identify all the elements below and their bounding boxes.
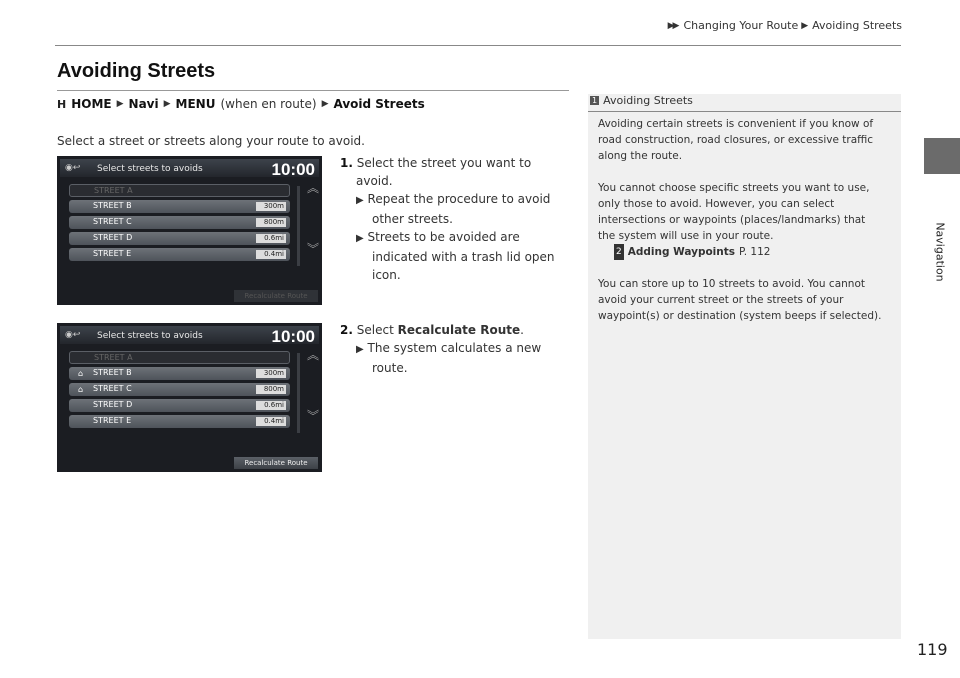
screen-clock: 10:00: [271, 160, 315, 179]
arrow-icon: ▶: [356, 344, 364, 355]
breadcrumb-section: Changing Your Route: [683, 19, 799, 32]
street-row[interactable]: STREET B 300m: [69, 200, 290, 213]
recalculate-route-button[interactable]: Recalculate Route: [234, 290, 318, 302]
trash-open-icon: ⌂: [78, 369, 84, 378]
recalculate-route-button[interactable]: Recalculate Route: [234, 457, 318, 469]
step-text: Select the street you want to: [356, 156, 532, 170]
scroll-up-icon[interactable]: ︽: [306, 348, 319, 362]
screen-header: [60, 326, 319, 344]
back-icon: ◉↩: [65, 330, 81, 340]
step-2: 2. Select Recalculate Route. ▶ The system calculates a new route.: [340, 323, 542, 375]
step-sub: Repeat the procedure to avoid: [367, 192, 551, 206]
screen-shot-1: [57, 156, 322, 305]
breadcrumb-page: Avoiding Streets: [812, 19, 902, 32]
step-number: 2.: [340, 323, 353, 337]
street-row[interactable]: ⌂ STREET C 800m: [69, 383, 290, 396]
arrow-icon: ▶: [116, 99, 124, 109]
intro-text: Select a street or streets along your route to avoid.: [57, 134, 365, 148]
scroll-up-icon[interactable]: ︽: [306, 181, 319, 195]
scroll-down-icon[interactable]: ︾: [306, 242, 319, 256]
menu-path: [57, 97, 425, 111]
street-row[interactable]: STREET D 0.6mi: [69, 232, 290, 245]
step-sub: Streets to be avoided are: [367, 230, 520, 244]
page-number: 119: [917, 640, 948, 659]
step-text: Select: [356, 323, 394, 337]
screen-title: Select streets to avoids: [97, 331, 203, 341]
cross-reference[interactable]: 2 Adding Waypoints P. 112: [616, 246, 771, 258]
step-number: 1.: [340, 156, 353, 170]
note-paragraph: Avoiding certain streets is convenient if you know of road construction, road closures, or excessive traffic along the route.: [598, 118, 874, 162]
scrollbar[interactable]: [297, 353, 300, 433]
chapter-label: Navigation: [933, 222, 947, 282]
chapter-tab: [924, 138, 960, 174]
arrow-icon: ▶: [163, 99, 171, 109]
menu-home: HOME: [71, 97, 112, 111]
scrollbar[interactable]: [297, 186, 300, 266]
trash-open-icon: ⌂: [78, 385, 84, 394]
breadcrumb: [668, 19, 902, 32]
step-1: [340, 154, 555, 284]
note-heading: 1 Avoiding Streets: [592, 94, 693, 107]
arrow-icon: ▶: [321, 99, 329, 109]
street-row[interactable]: ⌂ STREET B 300m: [69, 367, 290, 380]
title-divider: [57, 90, 569, 91]
step-sub: indicated with a trash lid open: [372, 250, 555, 264]
step-sub: other streets.: [372, 212, 453, 226]
scroll-arrows[interactable]: [306, 181, 320, 256]
step-sub: The system calculates a new: [367, 341, 542, 355]
street-list: [69, 184, 290, 264]
scroll-down-icon[interactable]: ︾: [306, 409, 319, 423]
note-paragraph: You cannot choose specific streets you want to use, only those to avoid. However, you can select intersections or waypoints (places/landmarks) that the system will use in your route. 2 Adding Waypoints P. 112: [598, 180, 894, 260]
note-paragraph: You can store up to 10 streets to avoid. You cannot avoid your current street or the streets of your waypoint(s) or destination (system beeps if selected).: [598, 278, 882, 322]
street-row[interactable]: STREET A: [69, 184, 290, 197]
street-row[interactable]: STREET A: [69, 351, 290, 364]
menu-target: Avoid Streets: [333, 97, 425, 111]
screen-title: Select streets to avoids: [97, 164, 203, 174]
note-marker-icon: 1: [592, 96, 598, 105]
street-list: [69, 351, 290, 431]
menu-note: (when en route): [220, 97, 317, 111]
double-arrow-icon: ▶▶: [667, 20, 678, 31]
street-row[interactable]: STREET E 0.4mi: [69, 248, 290, 261]
side-note: [588, 94, 901, 639]
arrow-icon: ▶: [356, 195, 364, 206]
street-row[interactable]: STREET D 0.6mi: [69, 399, 290, 412]
scroll-arrows[interactable]: [306, 348, 320, 423]
arrow-icon: ▶: [801, 20, 807, 31]
step-bold: Recalculate Route: [397, 323, 521, 337]
screen-header: [60, 159, 319, 177]
reference-icon: 2: [614, 244, 624, 260]
street-row[interactable]: STREET C 800m: [69, 216, 290, 229]
street-row[interactable]: STREET E 0.4mi: [69, 415, 290, 428]
menu-navi: Navi: [128, 97, 159, 111]
home-icon: H: [57, 97, 67, 111]
screen-clock: 10:00: [271, 327, 315, 346]
step-text: avoid.: [356, 174, 393, 188]
note-divider: [588, 111, 901, 112]
step-sub: route.: [372, 361, 408, 375]
back-icon: ◉↩: [65, 163, 81, 173]
header-divider: [55, 45, 901, 46]
step-sub: icon.: [372, 268, 401, 282]
menu-menu: MENU: [175, 97, 216, 111]
page-title: Avoiding Streets: [57, 60, 216, 82]
arrow-icon: ▶: [356, 233, 364, 244]
screen-shot-2: [57, 323, 322, 472]
